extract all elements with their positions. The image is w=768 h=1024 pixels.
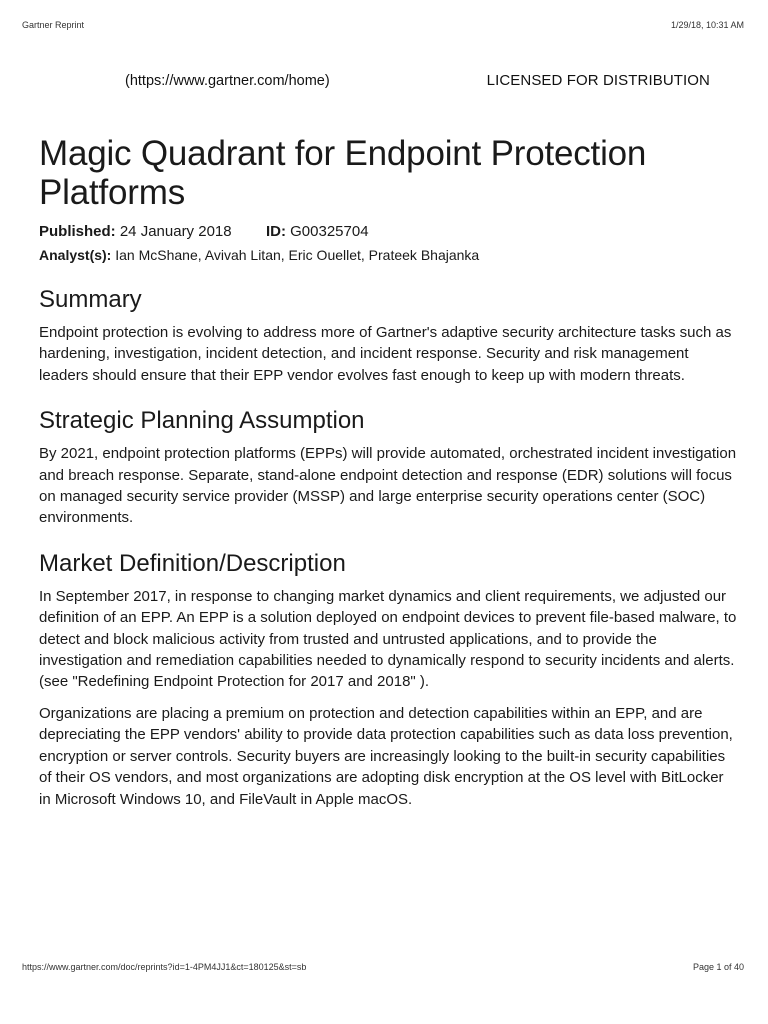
document-id: G00325704 [290, 223, 369, 240]
document-content [39, 134, 739, 820]
market-definition-paragraph-1: In September 2017, in response to changing market dynamics and client requirements, we adjusted our definition of an EPP. An EPP is a solution deployed on endpoint devices to prevent file-based malware, to detect and block malicious activity from trusted and untrusted applications, and to provide the investigation and remediation capabilities needed to dynamically respond to security incidents and alerts. (see "Redefining Endpoint Protection for 2017 and 2018" ). [39, 587, 737, 691]
analysts-label: Analyst(s): [39, 247, 112, 263]
section-heading-market-definition: Market Definition/Description [39, 549, 346, 577]
market-definition-paragraph-2: Organizations are placing a premium on protection and detection capabilities within an EPP, and are depreciating the EPP vendors' ability to provide data protection capabilities such as data loss prevention, encryption or server controls. Security buyers are increasingly looking to the built-in security capabilities of their OS vendors, and most organizations are adopting disk encryption at the OS level with BitLocker in Microsoft Windows 10, and FileVault in Apple macOS. [39, 704, 733, 808]
analysts-names: Ian McShane, Avivah Litan, Eric Ouellet, Prateek Bhajanka [115, 247, 480, 263]
summary-paragraph: Endpoint protection is evolving to address more of Gartner's adaptive security architecture tasks such as hardening, investigation, incident detection, and incident response. Security and risk management leaders should ensure that their EPP vendor evolves fast enough to keep up with modern threats. [39, 324, 732, 384]
top-bar [125, 72, 710, 89]
home-link[interactable]: (https://www.gartner.com/home) [125, 73, 330, 89]
document-title: Magic Quadrant for Endpoint Protection Platforms [39, 134, 647, 212]
section-heading-summary: Summary [39, 286, 142, 313]
print-footer [22, 962, 744, 972]
print-header-title: Gartner Reprint [22, 20, 85, 30]
print-footer-url: https://www.gartner.com/doc/reprints?id=1-4PM4JJ1&ct=180125&st=sb [22, 962, 307, 972]
id-label: ID: [265, 223, 286, 240]
published-label: Published: [39, 223, 116, 240]
page-number: Page 1 of 40 [692, 962, 744, 972]
published-date: 24 January 2018 [119, 223, 232, 240]
license-label: LICENSED FOR DISTRIBUTION [486, 72, 710, 89]
strategic-planning-paragraph: By 2021, endpoint protection platforms (EPPs) will provide automated, orchestrated incident investigation and breach response. Separate, stand-alone endpoint detection and response (EDR) solutions will focus on managed security service provider (MSSP) and large enterprise security operations center (SOC) environments. [39, 445, 737, 527]
analysts-line [39, 245, 739, 265]
published-line [39, 222, 739, 242]
document-meta [39, 222, 739, 265]
print-header [22, 20, 744, 30]
print-header-datetime: 1/29/18, 10:31 AM [670, 20, 744, 30]
section-heading-strategic-planning: Strategic Planning Assumption [39, 407, 365, 435]
